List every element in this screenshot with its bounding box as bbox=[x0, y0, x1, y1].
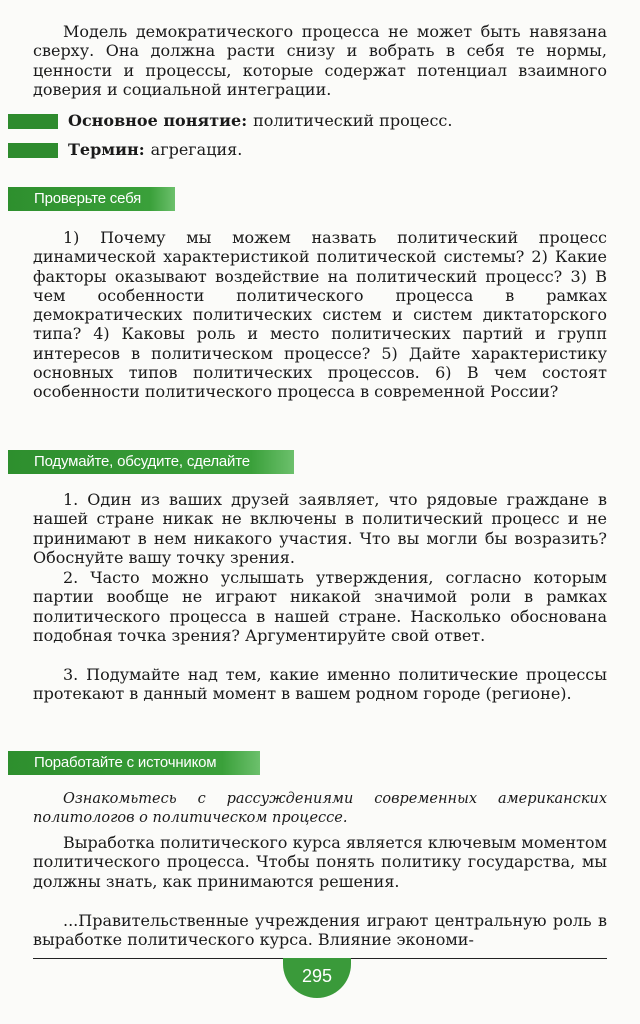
think-discuss-heading: Подумайте, обсудите, сделайте bbox=[8, 450, 294, 474]
key-concept-line bbox=[8, 111, 452, 131]
key-concept-label: Основное понятие: bbox=[68, 111, 248, 130]
intro-paragraph: Модель демократического процесса не может быть навязана сверху. Она должна расти снизу и вобрать в себя те нормы, ценности и процессы, которые содержат потенциал взаимного доверия и социальной интеграции. bbox=[33, 22, 607, 99]
check-yourself-heading: Проверьте себя bbox=[8, 187, 175, 211]
green-marker-icon bbox=[8, 143, 58, 158]
green-marker-icon bbox=[8, 114, 58, 129]
source-paragraph-1: Выработка политического курса является ключевым моментом политического процесса. Чтобы понять политику государства, мы должны знать, как принимаются решения. bbox=[33, 833, 607, 891]
key-concept-value: политический процесс. bbox=[253, 111, 453, 130]
think-discuss-item-3: 3. Подумайте над тем, какие именно политические процессы протекают в данный момент в вашем родном городе (регионе). bbox=[33, 665, 607, 704]
source-work-intro: Ознакомьтесь с рассуждениями современных американских политологов о политическом процессе. bbox=[33, 791, 607, 826]
term-value: агрегация. bbox=[150, 140, 243, 159]
page-number: 295 bbox=[283, 958, 351, 998]
check-yourself-text: 1) Почему мы можем назвать политический процесс динамической характеристикой политической системы? 2) Какие факторы оказывают воздействие на политический процесс? 3) В чем особенности политического процесса в рамках демократических политических систем и систем диктаторского типа? 4) Каковы роль и место политических партий и групп интересов в политическом процессе? 5) Дайте характеристику основных типов политических процессов. 6) В чем состоят особенности политического процесса в современной России? bbox=[33, 228, 607, 402]
think-discuss-item-2: 2. Часто можно услышать утверждения, согласно которым партии вообще не играют никакой значимой роли в рамках политического процесса в нашей стране. Насколько обоснована подобная точка зрения? Аргументируйте свой ответ. bbox=[33, 568, 607, 645]
term-label: Термин: bbox=[68, 140, 145, 159]
term-line bbox=[8, 140, 242, 160]
source-work-heading: Поработайте с источником bbox=[8, 751, 260, 775]
source-paragraph-2: ...Правительственные учреждения играют центральную роль в выработке политического курса. Влияние экономи- bbox=[33, 911, 607, 950]
think-discuss-item-1: 1. Один из ваших друзей заявляет, что рядовые граждане в нашей стране никак не включены в политический процесс и не принимают в нем никакого участия. Что вы могли бы возразить? Обоснуйте вашу точку зрения. bbox=[33, 490, 607, 567]
